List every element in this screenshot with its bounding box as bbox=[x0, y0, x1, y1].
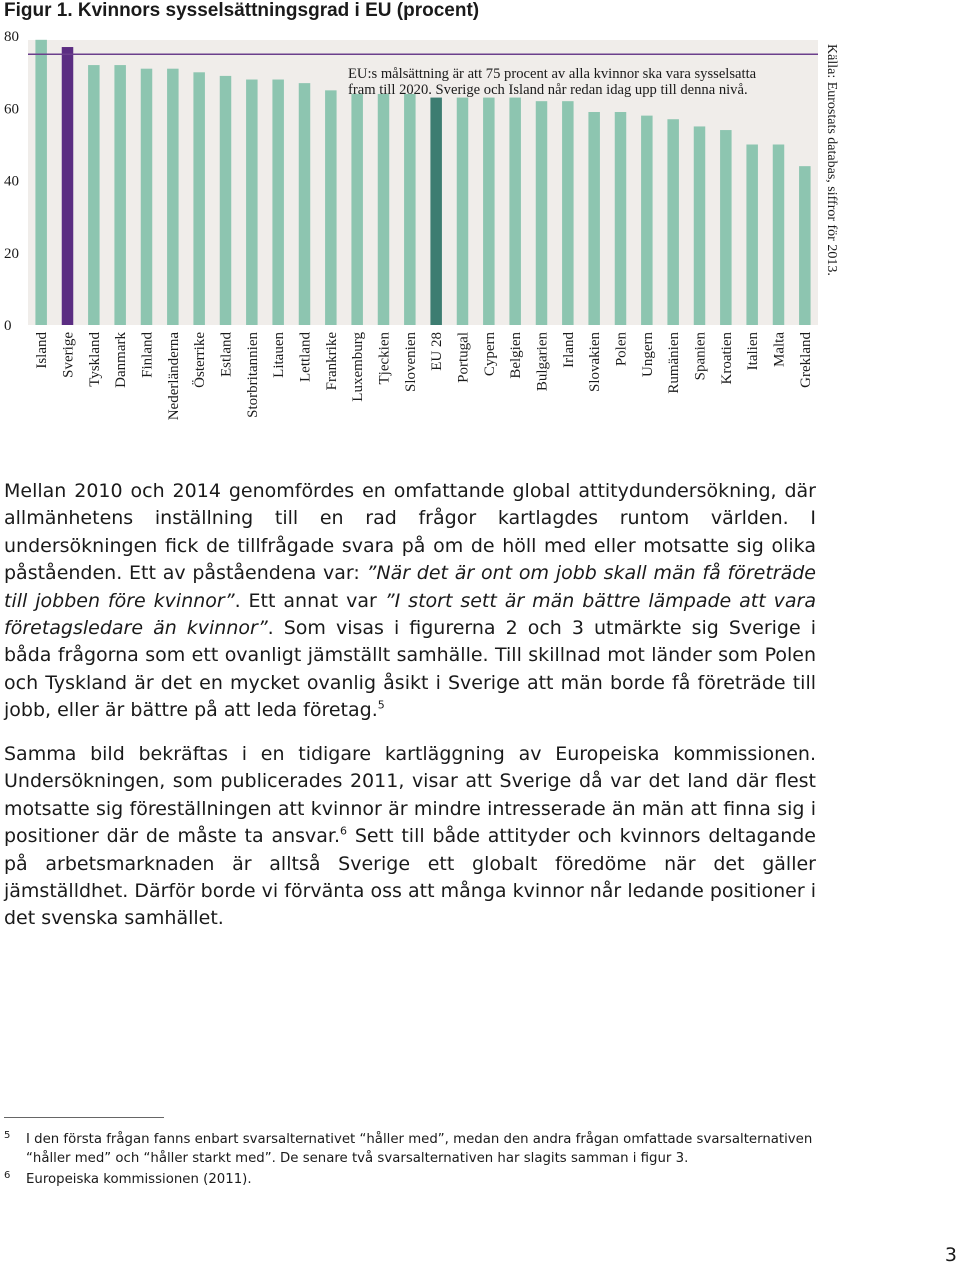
para2-part-a: Samma bild bekräftas i en tidigare kartläggning av Europeiska kommissionen. Undersökningen, som publicerades 2011, visar att Sverige då var det land där flest motsatte sig föreställningen att kvinnor är mindre intresserade än män att finna sig i positioner där de måste ta ansvar. bbox=[4, 743, 816, 848]
bar-storbritannien bbox=[246, 80, 257, 325]
bar-portugal bbox=[457, 98, 469, 325]
bar-irland bbox=[562, 101, 574, 325]
x-tick-label: EU 28 bbox=[429, 332, 446, 371]
x-tick-label: Sverige bbox=[60, 332, 77, 378]
x-tick-label: Malta bbox=[771, 332, 788, 367]
bar-grekland bbox=[799, 166, 811, 325]
x-tick-label: Italien bbox=[745, 332, 762, 371]
bar-danmark bbox=[114, 65, 126, 325]
x-tick-label: Nederländerna bbox=[165, 332, 182, 421]
x-tick-label: Storbritannien bbox=[244, 332, 261, 418]
x-tick-label: Spanien bbox=[692, 332, 709, 381]
x-tick-label: Portugal bbox=[455, 332, 472, 383]
x-tick-label: Ungern bbox=[639, 332, 656, 377]
x-tick-label: Polen bbox=[613, 332, 630, 367]
bar-chart bbox=[0, 0, 960, 440]
x-tick-label: Cypern bbox=[481, 332, 498, 377]
footnote-6 bbox=[4, 1170, 824, 1189]
bar-belgien bbox=[509, 98, 520, 325]
x-tick-label: Island bbox=[34, 332, 51, 369]
para1-quote-2: ”I stort sett är män bättre lämpade att vara företagsledare än kvinnor” bbox=[4, 589, 816, 640]
paragraph-1 bbox=[4, 478, 816, 725]
bar-litauen bbox=[272, 80, 284, 325]
para1-part-a: Mellan 2010 och 2014 genomfördes en omfattande global attitydundersökning, där allmänhetens inställning till en rad frågor kartlagdes runtom världen. I undersökningen fick de tillfrågade svara på om de höll med eller motsatte sig olika påståenden. Ett av påståendena var: bbox=[4, 480, 816, 585]
x-tick-label: Bulgarien bbox=[534, 332, 551, 392]
x-tick-label: Belgien bbox=[508, 332, 525, 379]
x-tick-label: Luxemburg bbox=[350, 332, 367, 402]
bar-italien bbox=[746, 145, 758, 326]
x-tick-label: Frankrike bbox=[323, 332, 340, 391]
bar-tjeckien bbox=[378, 94, 390, 325]
para2-part-b: Sett till både attityder och kvinnors deltagande på arbetsmarknaden är alltså Sverige ett globalt föredöme när det gäller jämställdhet. Därför borde vi förvänta oss att många kvinnor når ledande positioner i det svenska samhället. bbox=[4, 825, 816, 930]
y-tick-label: 60 bbox=[4, 101, 19, 118]
x-tick-label: Rumänien bbox=[666, 332, 683, 394]
target-annotation-line1: EU:s målsättning är att 75 procent av alla kvinnor ska vara sysselsatta bbox=[348, 66, 757, 82]
footnote-divider bbox=[4, 1117, 164, 1118]
bar-island bbox=[35, 40, 47, 325]
paragraph-2 bbox=[4, 741, 816, 933]
figure-title: Figur 1. Kvinnors sysselsättningsgrad i EU (procent) bbox=[4, 0, 480, 21]
para1-quote-1: ”När det är ont om jobb skall män få företräde till jobben före kvinnor” bbox=[4, 562, 816, 612]
para1-part-c: . Som visas i figurerna 2 och 3 utmärkte sig Sverige i båda frågorna som ett ovanligt jämställt samhälle. Till skillnad mot länder som Polen och Tyskland är det en mycket ovanlig åsikt i Sverige att män borde få företräde till jobb, eller är bättre på att leda företag. bbox=[4, 617, 816, 722]
x-tick-label: Irland bbox=[560, 332, 577, 368]
bar-malta bbox=[773, 145, 785, 326]
footnote-6-number: 6 bbox=[4, 1170, 11, 1181]
x-tick-label: Kroatien bbox=[718, 332, 735, 385]
y-tick-label: 80 bbox=[4, 29, 19, 46]
bar-frankrike bbox=[325, 90, 337, 325]
footnote-5-number: 5 bbox=[4, 1130, 11, 1141]
y-tick-label: 20 bbox=[4, 245, 19, 262]
bar-ungern bbox=[641, 116, 653, 325]
footnote-5 bbox=[4, 1130, 824, 1168]
bar-finland bbox=[141, 69, 153, 325]
bar-estland bbox=[220, 76, 232, 325]
bar-slovenien bbox=[404, 94, 416, 325]
bar-sverige bbox=[62, 47, 74, 325]
source-note: Källa: Eurostats databas, siffror för 2013. bbox=[824, 44, 839, 276]
bar-nederländerna bbox=[167, 69, 179, 325]
bar-eu-28 bbox=[430, 98, 442, 325]
bar-lettland bbox=[299, 83, 311, 325]
x-tick-label: Lettland bbox=[297, 332, 314, 382]
page-number: 3 bbox=[944, 1244, 957, 1266]
bar-tyskland bbox=[88, 65, 100, 325]
x-tick-label: Österrike bbox=[192, 332, 209, 388]
bar-österrike bbox=[193, 72, 205, 325]
x-tick-label: Slovakien bbox=[587, 332, 604, 392]
x-tick-label: Litauen bbox=[271, 332, 288, 378]
x-tick-label: Tyskland bbox=[86, 332, 103, 387]
x-tick-label: Tjeckien bbox=[376, 332, 393, 385]
bar-luxemburg bbox=[351, 94, 363, 325]
bar-kroatien bbox=[720, 130, 732, 325]
x-tick-label: Slovenien bbox=[402, 332, 419, 392]
bar-cypern bbox=[483, 98, 495, 325]
bar-polen bbox=[615, 112, 627, 325]
footnote-6-text: Europeiska kommissionen (2011). bbox=[26, 1172, 252, 1187]
x-tick-label: Grekland bbox=[797, 332, 814, 388]
x-tick-label: Danmark bbox=[113, 332, 130, 388]
bar-spanien bbox=[694, 126, 706, 325]
para1-part-b: . Ett annat var bbox=[234, 589, 385, 612]
bar-bulgarien bbox=[536, 101, 548, 325]
bar-slovakien bbox=[588, 112, 600, 325]
footnote-ref-6: 6 bbox=[340, 824, 348, 838]
y-tick-label: 0 bbox=[4, 318, 12, 334]
target-annotation-line2: fram till 2020. Sverige och Island når redan idag upp till denna nivå. bbox=[348, 82, 748, 98]
x-tick-label: Estland bbox=[218, 332, 235, 377]
bar-rumänien bbox=[667, 119, 679, 325]
footnote-ref-5: 5 bbox=[377, 698, 385, 712]
footnote-5-text: I den första frågan fanns enbart svarsalternativet “håller med”, medan den andra frågan omfattade svarsalternativen “håller med” och “håller starkt med”. De senare två svarsalternativen har slagits samman i figur 3. bbox=[26, 1132, 813, 1166]
y-tick-label: 40 bbox=[4, 173, 19, 190]
x-tick-label: Finland bbox=[139, 332, 156, 378]
